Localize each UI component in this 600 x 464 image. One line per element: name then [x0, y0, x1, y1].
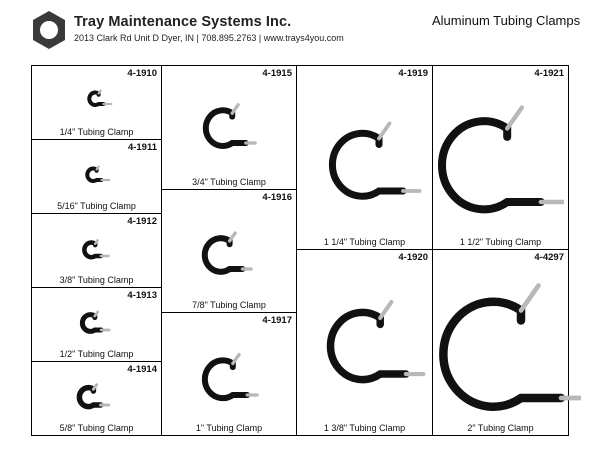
part-number: 4-1921 — [534, 68, 564, 79]
tubing-clamp-image — [164, 197, 276, 309]
clamp-metal-tab — [379, 124, 390, 139]
product-label: 5/16" Tubing Clamp — [57, 201, 136, 211]
product-grid — [31, 65, 569, 436]
clamp-cushion — [332, 133, 403, 196]
clamp-cushion — [205, 360, 247, 398]
clamp-cushion — [82, 315, 101, 332]
product-label: 3/4" Tubing Clamp — [192, 177, 266, 187]
clamp-cushion — [331, 312, 406, 379]
document-title: Aluminum Tubing Clamps — [432, 13, 581, 28]
product-label: 1/2" Tubing Clamp — [59, 349, 134, 359]
hex-nut-logo-icon — [32, 10, 66, 50]
product-label: 1 1/4" Tubing Clamp — [323, 237, 406, 247]
part-number: 4-1919 — [398, 68, 428, 79]
part-number: 4-1915 — [262, 68, 292, 79]
clamp-cushion — [87, 168, 101, 181]
part-number: 4-1912 — [127, 216, 157, 227]
clamp-cushion — [442, 121, 541, 209]
part-number: 4-1920 — [398, 252, 428, 263]
clamp-cushion — [205, 238, 243, 272]
clamp-metal-tab — [233, 355, 239, 364]
clamp-cushion — [79, 388, 100, 407]
clamp-cushion — [206, 110, 246, 146]
tubing-clamp-image — [164, 319, 280, 435]
product-label: 5/8" Tubing Clamp — [59, 423, 134, 433]
product-label: 1" Tubing Clamp — [195, 423, 263, 433]
clamp-metal-tab — [380, 302, 391, 318]
product-label: 1/4" Tubing Clamp — [59, 127, 134, 137]
company-address: 2013 Clark Rd Unit D Dyer, IN | 708.895.2763 | www.trays4you.com — [74, 33, 344, 43]
part-number: 4-1916 — [262, 192, 292, 203]
clamp-cushion — [443, 302, 561, 407]
tubing-clamp-image — [39, 347, 137, 445]
clamp-metal-tab — [521, 286, 539, 311]
product-label: 7/8" Tubing Clamp — [192, 300, 266, 310]
company-name: Tray Maintenance Systems Inc. — [74, 14, 292, 30]
part-number: 4-1913 — [127, 290, 157, 301]
tubing-clamp-image — [165, 69, 279, 183]
part-number: 4-4297 — [534, 252, 564, 263]
tubing-clamp-image — [400, 78, 564, 242]
clamp-cushion — [89, 92, 103, 105]
product-label: 2" Tubing Clamp — [467, 423, 534, 433]
part-number: 4-1917 — [262, 315, 292, 326]
product-label: 1 3/8" Tubing Clamp — [323, 423, 406, 433]
product-label: 3/8" Tubing Clamp — [59, 275, 134, 285]
part-number: 4-1911 — [127, 142, 157, 153]
clamp-metal-tab — [230, 233, 236, 241]
part-number: 4-1914 — [127, 364, 157, 375]
tubing-clamp-image — [401, 258, 581, 438]
product-label: 1 1/2" Tubing Clamp — [459, 237, 542, 247]
clamp-cushion — [84, 243, 100, 258]
part-number: 4-1910 — [127, 68, 157, 79]
clamp-metal-tab — [507, 108, 522, 129]
